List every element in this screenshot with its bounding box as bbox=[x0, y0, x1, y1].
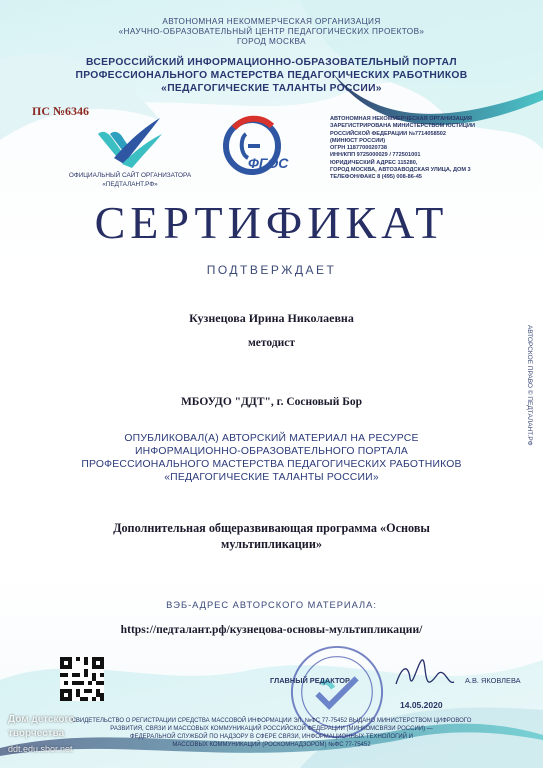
pedtalant-logo-icon bbox=[88, 112, 168, 170]
footer-line: СВИДЕТЕЛЬСТВО О РЕГИСТРАЦИИ СРЕДСТВА МАССОВОЙ ИНФОРМАЦИИ ЭЛ. №ФС 77-75452 ВЫДАНО МИНИСТЕРСТВОМ ЦИФРОВОГО bbox=[71, 718, 472, 724]
certificate-number: ПС №6346 bbox=[32, 104, 90, 118]
published-text-line: ПРОФЕССИОНАЛЬНОГО МАСТЕРСТВА ПЕДАГОГИЧЕСКИХ РАБОТНИКОВ bbox=[81, 459, 462, 470]
org-name-line: АВТОНОМНАЯ НЕКОММЕРЧЕСКАЯ ОРГАНИЗАЦИЯ bbox=[162, 17, 381, 26]
logo-caption: ОФИЦИАЛЬНЫЙ САЙТ ОРГАНИЗАТОРА bbox=[68, 172, 192, 179]
org-info-line: ТЕЛЕФОН/ФАКС 8 (495) 008-86-45 bbox=[330, 174, 422, 181]
signature-date: 14.05.2020 bbox=[400, 700, 443, 710]
copyright-side-text: АВТОРСКОЕ ПРАВО © ПЕДТАЛАНТ.РФ bbox=[526, 325, 533, 446]
signature-role: ГЛАВНЫЙ РЕДАКТОР bbox=[270, 676, 350, 685]
qr-code-icon bbox=[60, 657, 104, 701]
watermark-line: Дом детского bbox=[8, 714, 75, 725]
certificate-subtitle: ПОДТВЕРЖДАЕТ bbox=[206, 263, 337, 277]
certificate-title: СЕРТИФИКАТ bbox=[94, 197, 449, 248]
signature-icon bbox=[392, 654, 458, 694]
org-info-line: ЗАРЕГИСТРИРОВАНА МИНИСТЕРСТВОМ ЮСТИЦИИ bbox=[330, 123, 476, 130]
material-url-link[interactable]: https://педталант.рф/кузнецова-основы-мультипликации/ bbox=[120, 623, 423, 636]
logo-caption: «ПЕДТАЛАНТ.РФ» bbox=[102, 181, 158, 188]
published-text-line: ОПУБЛИКОВАЛ(А) АВТОРСКИЙ МАТЕРИАЛ НА РЕСУРСЕ bbox=[124, 433, 419, 444]
web-address-label: ВЭБ-АДРЕС АВТОРСКОГО МАТЕРИАЛА: bbox=[166, 600, 377, 610]
org-info-block bbox=[330, 116, 530, 182]
portal-title-line: ПРОФЕССИОНАЛЬНОГО МАСТЕРСТВА ПЕДАГОГИЧЕСКИХ РАБОТНИКОВ bbox=[75, 70, 468, 81]
published-text-line: «ПЕДАГОГИЧЕСКИЕ ТАЛАНТЫ РОССИИ» bbox=[164, 472, 379, 483]
org-city: ГОРОД МОСКВА bbox=[237, 37, 306, 46]
org-info-line: АВТОНОМНАЯ НЕКОММЕРЧЕСКАЯ ОРГАНИЗАЦИЯ bbox=[330, 116, 472, 122]
watermark-url: ddt.edu.sbor.net bbox=[8, 744, 73, 754]
footer-line: МАССОВЫХ КОММУНИКАЦИЙ (РОСКОМНАДЗОРОМ) №ФС 77-75452 bbox=[172, 742, 371, 748]
portal-title-line: ВСЕРОССИЙСКИЙ ИНФОРМАЦИОННО-ОБРАЗОВАТЕЛЬНЫЙ ПОРТАЛ bbox=[86, 57, 457, 68]
recipient-name: Кузнецова Ирина Николаевна bbox=[189, 311, 354, 325]
watermark-line: творчества bbox=[8, 728, 65, 739]
footer-line: ФЕДЕРАЛЬНОЙ СЛУЖБОЙ ПО НАДЗОРУ В СФЕРЕ СВЯЗИ, ИНФОРМАЦИОННЫХ ТЕХНОЛОГИЙ И bbox=[130, 734, 413, 740]
signature-name: А.В. ЯКОВЛЕВА bbox=[465, 676, 521, 685]
org-info-line: ОГРН 1187700020738 bbox=[330, 145, 387, 152]
org-info-line: ИНН/КПП 9725000029 / 772501001 bbox=[330, 152, 421, 159]
org-info-line: ЮРИДИЧЕСКИЙ АДРЕС 115280, bbox=[330, 159, 418, 166]
recipient-position: методист bbox=[247, 337, 296, 349]
published-text-line: ИНФОРМАЦИОННО-ОБРАЗОВАТЕЛЬНОГО ПОРТАЛА bbox=[134, 446, 409, 457]
org-info-line: (МИНЮСТ РОССИИ) bbox=[330, 137, 386, 144]
footer-line: РАЗВИТИЯ, СВЯЗИ И МАССОВЫХ КОММУНИКАЦИЙ РОССИЙСКОЙ ФЕДЕРАЦИИ (МИНКОМСВЯЗИ РОССИИ) — bbox=[110, 726, 433, 732]
org-info-line: ГОРОД МОСКВА, АВТОЗАВОДСКАЯ УЛИЦА, ДОМ 3 bbox=[330, 167, 471, 174]
fgos-logo-text: ФГОС bbox=[248, 155, 289, 171]
org-name-line: «НАУЧНО-ОБРАЗОВАТЕЛЬНЫЙ ЦЕНТР ПЕДАГОГИЧЕСКИХ ПРОЕКТОВ» bbox=[118, 27, 425, 36]
material-title-line: Дополнительная общеразвивающая программа «Основы bbox=[113, 521, 430, 535]
material-title-line: мультипликации» bbox=[221, 537, 322, 551]
recipient-organization: МБОУДО "ДДТ", г. Сосновый Бор bbox=[180, 396, 363, 408]
org-info-line: РОССИЙСКОЙ ФЕДЕРАЦИИ №7714058502 bbox=[330, 130, 447, 137]
portal-title-line: «ПЕДАГОГИЧЕСКИЕ ТАЛАНТЫ РОССИИ» bbox=[161, 83, 382, 94]
